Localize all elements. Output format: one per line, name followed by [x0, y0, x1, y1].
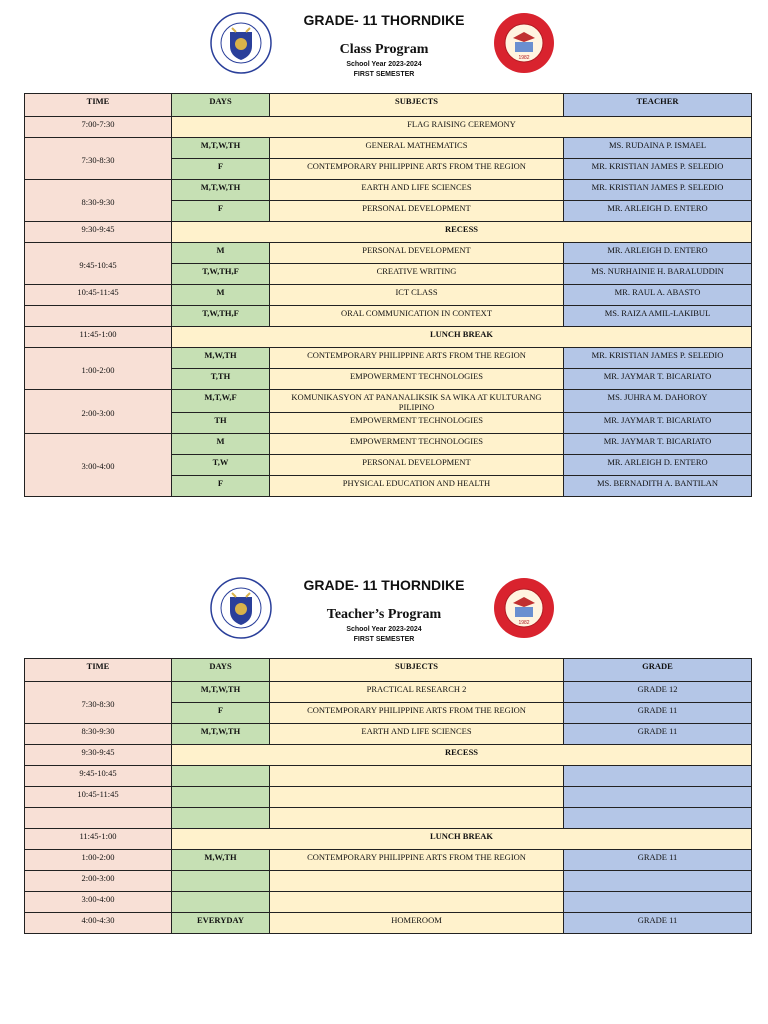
svg-text:1982: 1982 [518, 55, 530, 61]
subject-cell: EMPOWERMENT TECHNOLOGIES [270, 413, 564, 434]
school-seal-logo [493, 12, 555, 74]
table-row [25, 892, 752, 913]
days-cell: F [172, 159, 270, 180]
days-cell: T,W,TH,F [172, 306, 270, 327]
teacher-cell: MR. JAYMAR T. BICARIATO [564, 413, 752, 434]
time-cell: 7:30-8:30 [25, 138, 172, 180]
table-row [25, 138, 752, 159]
subject-cell: EARTH AND LIFE SCIENCES [270, 724, 564, 745]
time-cell: 4:00-4:30 [25, 913, 172, 934]
header-subjects: SUBJECTS [270, 94, 564, 117]
table-row [25, 766, 752, 787]
time-cell: 3:00-4:00 [25, 434, 172, 497]
grade-cell [564, 892, 752, 913]
days-cell: T,W,TH,F [172, 264, 270, 285]
teacher-cell: MR. KRISTIAN JAMES P. SELEDIO [564, 348, 752, 369]
event-cell: RECESS [172, 745, 752, 766]
table-row [25, 871, 752, 892]
days-cell: T,W [172, 455, 270, 476]
table-row [25, 327, 752, 348]
time-cell [25, 808, 172, 829]
subject-cell: ICT CLASS [270, 285, 564, 306]
subject-cell: EMPOWERMENT TECHNOLOGIES [270, 369, 564, 390]
time-cell: 1:00-2:00 [25, 348, 172, 390]
days-cell: M,T,W,TH [172, 724, 270, 745]
svg-text:1982: 1982 [518, 620, 530, 626]
table-header-row [25, 94, 752, 117]
time-cell: 9:30-9:45 [25, 222, 172, 243]
subject-cell: EARTH AND LIFE SCIENCES [270, 180, 564, 201]
subject-cell: CONTEMPORARY PHILIPPINE ARTS FROM THE REGION [270, 348, 564, 369]
table-row [25, 913, 752, 934]
days-cell [172, 808, 270, 829]
subject-cell: CONTEMPORARY PHILIPPINE ARTS FROM THE REGION [270, 159, 564, 180]
time-cell: 7:00-7:30 [25, 117, 172, 138]
school-seal-logo [493, 577, 555, 639]
table-row [25, 117, 752, 138]
teacher-cell: MS. RAIZA AMIL-LAKIBUL [564, 306, 752, 327]
header-grade: GRADE [564, 659, 752, 682]
subject-cell [270, 766, 564, 787]
subject-cell [270, 871, 564, 892]
table-row [25, 285, 752, 306]
semester: FIRST SEMESTER [353, 636, 415, 643]
grade-cell [564, 871, 752, 892]
subject-cell: PRACTICAL RESEARCH 2 [270, 682, 564, 703]
teacher-program-header [0, 565, 768, 657]
days-cell: M,T,W,TH [172, 180, 270, 201]
days-cell: M,W,TH [172, 348, 270, 369]
grade-cell: GRADE 11 [564, 703, 752, 724]
table-row [25, 682, 752, 703]
days-cell: M [172, 285, 270, 306]
time-cell: 11:45-1:00 [25, 829, 172, 850]
time-cell: 11:45-1:00 [25, 327, 172, 348]
days-cell: TH [172, 413, 270, 434]
days-cell [172, 892, 270, 913]
event-cell: LUNCH BREAK [172, 829, 752, 850]
subject-cell: KOMUNIKASYON AT PANANALIKSIK SA WIKA AT KULTURANG PILIPINO [270, 390, 564, 413]
section-title: GRADE- 11 THORNDIKE [303, 12, 465, 28]
subject-cell: CREATIVE WRITING [270, 264, 564, 285]
time-cell: 9:30-9:45 [25, 745, 172, 766]
time-cell: 2:00-3:00 [25, 390, 172, 434]
time-cell: 2:00-3:00 [25, 871, 172, 892]
time-cell: 3:00-4:00 [25, 892, 172, 913]
teacher-cell: MR. JAYMAR T. BICARIATO [564, 434, 752, 455]
subject-cell: GENERAL MATHEMATICS [270, 138, 564, 159]
grade-cell: GRADE 11 [564, 850, 752, 871]
teacher-cell: MS. JUHRA M. DAHOROY [564, 390, 752, 413]
subject-cell: EMPOWERMENT TECHNOLOGIES [270, 434, 564, 455]
time-cell: 9:45-10:45 [25, 766, 172, 787]
header-time: TIME [25, 94, 172, 117]
subject-cell: ORAL COMMUNICATION IN CONTEXT [270, 306, 564, 327]
days-cell: M,W,TH [172, 850, 270, 871]
days-cell: F [172, 476, 270, 497]
teacher-cell: MS. BERNADITH A. BANTILAN [564, 476, 752, 497]
class-program-header [0, 0, 768, 92]
subject-cell: CONTEMPORARY PHILIPPINE ARTS FROM THE REGION [270, 703, 564, 724]
subject-cell: PHYSICAL EDUCATION AND HEALTH [270, 476, 564, 497]
header-time: TIME [25, 659, 172, 682]
teacher-cell: MR. KRISTIAN JAMES P. SELEDIO [564, 180, 752, 201]
days-cell: M,T,W,TH [172, 138, 270, 159]
school-year: School Year 2023-2024 [346, 61, 422, 68]
time-cell: 8:30-9:30 [25, 724, 172, 745]
table-row [25, 829, 752, 850]
header-days: DAYS [172, 659, 270, 682]
grade-cell [564, 787, 752, 808]
table-row [25, 180, 752, 201]
table-row [25, 745, 752, 766]
subject-cell [270, 892, 564, 913]
teacher-cell: MR. ARLEIGH D. ENTERO [564, 243, 752, 264]
table-row [25, 724, 752, 745]
subject-cell: CONTEMPORARY PHILIPPINE ARTS FROM THE REGION [270, 850, 564, 871]
days-cell: M,T,W,F [172, 390, 270, 413]
time-cell: 7:30-8:30 [25, 682, 172, 724]
days-cell [172, 766, 270, 787]
grade-cell [564, 766, 752, 787]
days-cell: M,T,W,TH [172, 682, 270, 703]
subject-cell: PERSONAL DEVELOPMENT [270, 455, 564, 476]
table-row [25, 306, 752, 327]
teacher-cell: MR. ARLEIGH D. ENTERO [564, 455, 752, 476]
table-row [25, 850, 752, 871]
teacher-program-table [24, 658, 752, 934]
event-cell: LUNCH BREAK [172, 327, 752, 348]
subject-cell: PERSONAL DEVELOPMENT [270, 201, 564, 222]
teacher-cell: MR. KRISTIAN JAMES P. SELEDIO [564, 159, 752, 180]
teacher-cell: MR. ARLEIGH D. ENTERO [564, 201, 752, 222]
days-cell: F [172, 201, 270, 222]
class-program-table [24, 93, 752, 497]
program-title: Teacher’s Program [326, 607, 442, 622]
grade-cell: GRADE 11 [564, 913, 752, 934]
table-header-row [25, 659, 752, 682]
grade-cell: GRADE 11 [564, 724, 752, 745]
days-cell [172, 787, 270, 808]
time-cell: 8:30-9:30 [25, 180, 172, 222]
time-cell: 1:00-2:00 [25, 850, 172, 871]
teacher-cell: MS. RUDAINA P. ISMAEL [564, 138, 752, 159]
days-cell: T,TH [172, 369, 270, 390]
grade-cell: GRADE 12 [564, 682, 752, 703]
time-cell: 9:45-10:45 [25, 243, 172, 285]
event-cell: RECESS [172, 222, 752, 243]
table-row [25, 243, 752, 264]
table-row [25, 390, 752, 413]
subject-cell: PERSONAL DEVELOPMENT [270, 243, 564, 264]
table-row [25, 434, 752, 455]
subject-cell [270, 808, 564, 829]
section-title: GRADE- 11 THORNDIKE [303, 577, 465, 593]
program-title: Class Program [339, 42, 429, 57]
table-row [25, 787, 752, 808]
subject-cell [270, 787, 564, 808]
table-row [25, 348, 752, 369]
time-cell: 10:45-11:45 [25, 787, 172, 808]
subject-cell: HOMEROOM [270, 913, 564, 934]
time-cell [25, 306, 172, 327]
school-year: School Year 2023-2024 [346, 626, 422, 633]
days-cell: M [172, 243, 270, 264]
semester: FIRST SEMESTER [353, 71, 415, 78]
teacher-cell: MS. NURHAINIE H. BARALUDDIN [564, 264, 752, 285]
teacher-cell: MR. RAUL A. ABASTO [564, 285, 752, 306]
days-cell: M [172, 434, 270, 455]
header-days: DAYS [172, 94, 270, 117]
table-row [25, 808, 752, 829]
grade-cell [564, 808, 752, 829]
event-cell: FLAG RAISING CEREMONY [172, 117, 752, 138]
teacher-cell: MR. JAYMAR T. BICARIATO [564, 369, 752, 390]
header-subjects: SUBJECTS [270, 659, 564, 682]
days-cell [172, 871, 270, 892]
table-row [25, 222, 752, 243]
days-cell: EVERYDAY [172, 913, 270, 934]
time-cell: 10:45-11:45 [25, 285, 172, 306]
days-cell: F [172, 703, 270, 724]
header-teacher: TEACHER [564, 94, 752, 117]
